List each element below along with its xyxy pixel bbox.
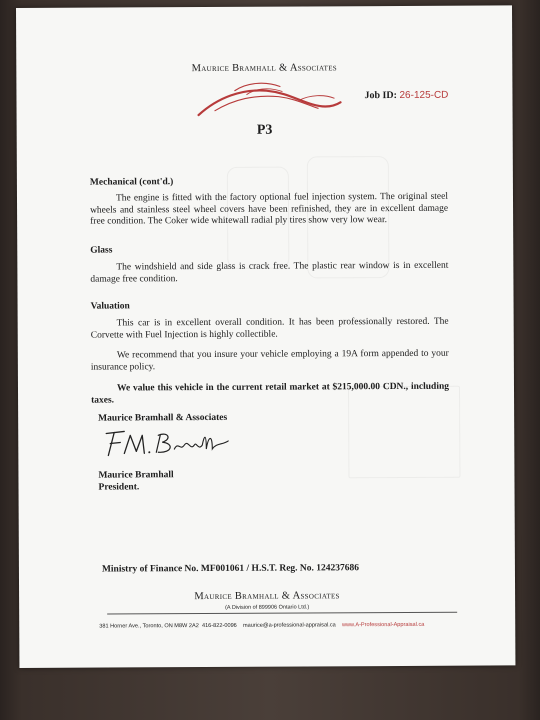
footer-division: (A Division of 899906 Ontario Ltd.) [225, 604, 310, 611]
footer-website: www.A-Professional-Appraisal.ca [341, 621, 425, 629]
footer-contact-line [99, 622, 459, 630]
page-title: P3 [256, 122, 273, 138]
registration-numbers: Ministry of Finance No. MF001061 / H.S.T. Reg. No. 124237686 [101, 563, 360, 575]
car-swoosh-logo [194, 74, 344, 119]
handwritten-signature [98, 425, 238, 460]
footer-address: 381 Horner Ave., Toronto, ON M8W 2A2 [99, 623, 199, 630]
glass-heading: Glass [90, 245, 113, 256]
valuation-paragraph-3: We value this vehicle in the current retail market at $215,000.00 CDN., including taxes. [91, 381, 450, 406]
job-id-label: Job ID: [364, 90, 398, 102]
mechanical-paragraph: The engine is fitted with the factory optional fuel injection system. The original steel wheels and stainless steel wheel covers have been refinished, they are in excellent damage free condition. The Coker wide whitewall radial ply tires show very low wear. [90, 191, 449, 227]
job-id [364, 90, 448, 101]
footer-divider [107, 612, 457, 615]
footer-phone: 416-822-0096 [201, 622, 237, 630]
footer-email: maurice@a-professional-appraisal.ca [243, 622, 336, 629]
job-id-value: 26-125-CD [399, 89, 449, 101]
signer-name: Maurice Bramhall [98, 470, 174, 481]
footer-firm-name: Maurice Bramhall & Associates [194, 590, 340, 603]
document-page [16, 5, 515, 668]
glass-paragraph: The windshield and side glass is crack free. The plastic rear window is in excellent damage free condition. [90, 260, 449, 285]
signoff-firm: Maurice Bramhall & Associates [98, 412, 228, 424]
valuation-heading: Valuation [90, 301, 130, 312]
valuation-paragraph-1: This car is in excellent overall condition. It has been professionally restored. The Corvette with Fuel Injection is highly collectible. [90, 316, 449, 341]
valuation-paragraph-2: We recommend that you insure your vehicle employing a 19A form appended to your insurance policy. [90, 348, 449, 373]
mechanical-heading: Mechanical (cont'd.) [89, 177, 174, 188]
letterhead-firm-name: Maurice Bramhall & Associates [191, 62, 338, 75]
signer-title: President. [98, 482, 140, 493]
